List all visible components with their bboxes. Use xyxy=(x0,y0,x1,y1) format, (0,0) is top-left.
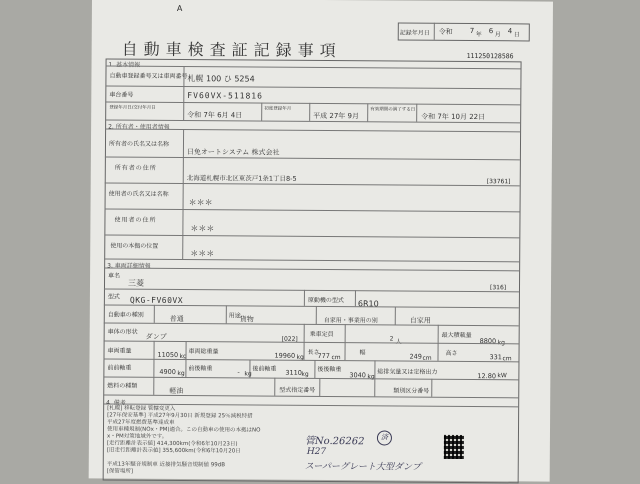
gross-weight-value: 19960 xyxy=(274,351,296,360)
remark-line: 平成13年騒音規制車 近接排気騒音規制値 99dB xyxy=(106,461,226,469)
use-label: 用途 xyxy=(228,312,241,320)
base-location-value: ＊＊＊ xyxy=(190,249,215,259)
displacement-label: 総排気量又は定格出力 xyxy=(377,368,438,376)
first-year-value: 平成 27年 9月 xyxy=(313,111,360,121)
height-label: 高さ xyxy=(445,349,458,357)
length-label: 長さ xyxy=(307,348,320,356)
owner-address-value: 北海道札幌市北区東茨戸1条1丁目8-5 xyxy=(186,174,297,183)
document-number: 111250128586 xyxy=(466,52,514,61)
owner-code: [33761] xyxy=(486,178,511,186)
remarks-list xyxy=(107,406,261,477)
owner-name-label: 所有者の氏名又は名称 xyxy=(108,140,170,148)
chassis-label: 車台番号 xyxy=(109,91,134,99)
remark-line: [札幌] 移転登録 管轄変更入 xyxy=(107,405,176,412)
body-value: ダンプ xyxy=(145,332,167,341)
max-load-label: 最大積載量 xyxy=(441,331,472,340)
gross-weight-label: 車両総重量 xyxy=(188,348,219,356)
first-reg-label: 登録年月日/交付年月日 xyxy=(109,105,156,111)
user-name-value: ＊＊＊ xyxy=(188,198,213,208)
remark-line: [27年保安基準] 平成27年9月30日 新規登録 25％減税特措 xyxy=(107,412,253,420)
purpose-value: 自家用 xyxy=(409,316,431,325)
base-location-label: 使用の本拠の位置 xyxy=(110,242,159,250)
displacement-value: 12.80 xyxy=(477,372,497,381)
first-year-label: 初度登録年月 xyxy=(264,106,292,112)
class-number-label: 類別区分番号 xyxy=(393,387,430,395)
capacity-label: 乗車定員 xyxy=(309,330,334,339)
remark-line: [旧走行距離計表示値] 355,600km(令和6年10月20日 xyxy=(106,447,241,455)
make-code: [316] xyxy=(489,284,507,292)
form-mark: A xyxy=(176,3,183,14)
expiry-label: 有効期間の満了する日 xyxy=(370,107,416,113)
expiry-value: 令和 7年 10月 22日 xyxy=(421,112,486,122)
body-code: [022] xyxy=(281,335,298,343)
front-front-axle-label: 前前軸重 xyxy=(107,364,132,372)
make-value: 三菱 xyxy=(127,278,145,288)
height-value: 331 xyxy=(489,353,502,362)
fuel-value: 軽油 xyxy=(169,386,184,396)
qr-code xyxy=(444,435,464,459)
front-rear-axle-value: - xyxy=(237,368,240,377)
purpose-label: 自家用・事業用の別 xyxy=(323,317,378,325)
engine-label: 原動機の型式 xyxy=(307,296,344,305)
fuel-label: 燃料の種類 xyxy=(107,382,138,390)
width-label: 幅 xyxy=(359,349,366,357)
owner-address-label: 所有者の住所 xyxy=(114,164,157,172)
rear-rear-axle-label: 後後軸重 xyxy=(317,365,342,374)
section-vehicle: 3. 車両詳細情報 xyxy=(107,262,151,270)
record-date-label: 記録年月日 xyxy=(399,29,430,37)
document-page: A 自動車検査証記録事項 記録年月日 令和 7 年 6 月 4 日 111250128586 1. 基本情報 自動車登録番号又は車両番号 札幌 100 ひ 5254 車台番号 FV60VX-511816 登録年月日/交付年月日 令和 7年 6月 4日 初度登録年月 平成 27年 9月 有効期間の満了する日 令和 7年 10月 22日 2. 所有者・使用者情報 所有者の氏名又は名称 日免オートシステム 株式会社 所有者の住所 北海道札幌市北区東茨戸1条1丁目8-5 [33761] 使用者の氏名又は名称 ＊＊＊ 使用者の住所 ＊＊＊ 使用の本拠の位置 ＊＊＊ 3. 車両詳細情報 車名 三菱 [316] 型式 QKG-FV60VX 原動機の型式 6R10 自動車の種別 普通 用途 貨物 自家用・事業用の別 自家用 車体の形状 ダンプ [022] 乗車定員 2 人 最大積載量 8800 kg 車両重量 11050 kg 車両総重量 19960 kg 長さ 777 cm 幅 249 cm 高さ 331 cm 前前軸重 4900 kg 前後軸重 - kg 後前軸重 3110 kg 後後軸重 3040 kg 総排気量又は定格出力 12.80 kW 燃料の種類 軽油 型式指定番号 類別区分番号 4. 備考 [札幌] 移転登録 管轄変更入 [27年保安基準] 平成27年9月30日 新規登録 25％減税特措 平成27年度燃費基準達成車 使用車種規制(NOx・PM)適合。この自動車の使用の本拠はNO x・PM対策地域外です。 [走行距離計表示値] 414,300km(令和6年10月23日) [旧走行距離計表示値] 355,600km(令和6年10月20日 平成13年騒音規制車 近接排気騒音規制値 99dB [保管場所] 管No.26262 済 H27 スーパーグレート大型ダンプ xyxy=(89,0,553,482)
engine-value: 6R10 xyxy=(357,299,379,309)
chassis-value: FV60VX-511816 xyxy=(187,91,263,101)
rear-rear-axle-value: 3040 xyxy=(349,371,366,380)
reg-number-label: 自動車登録番号又は車両番号 xyxy=(109,72,188,81)
weight-value: 11050 xyxy=(157,350,179,360)
record-date-era: 令和 xyxy=(438,27,453,36)
make-label: 車名 xyxy=(108,272,121,280)
rear-front-axle-label: 後前軸重 xyxy=(252,365,277,373)
section-basic: 1. 基本情報 xyxy=(108,61,141,69)
section-remarks: 4. 備考 xyxy=(106,399,126,407)
handwritten-year: H27 xyxy=(306,446,327,458)
body-label: 車体の形状 xyxy=(107,328,138,336)
user-name-label: 使用者の氏名又は名称 xyxy=(108,190,169,198)
user-address-value: ＊＊＊ xyxy=(190,224,215,234)
remark-line: 使用車種規制(NOx・PM)適合。この自動車の使用の本拠はNO xyxy=(106,426,261,434)
handwritten-mgmt-no: 管No.26262 xyxy=(304,435,365,448)
front-rear-axle-label: 前後軸重 xyxy=(188,365,213,373)
owner-name-value: 日免オートシステム 株式会社 xyxy=(186,148,280,157)
front-front-axle-value: 4900 xyxy=(159,367,176,376)
kind-value: 普通 xyxy=(169,314,184,324)
capacity-value: 2 xyxy=(389,335,394,343)
remark-line: [走行距離計表示値] 414,300km(令和6年10月23日) xyxy=(106,440,238,448)
rear-front-axle-value: 3110 xyxy=(285,368,302,377)
remark-line: 平成27年度燃費基準達成車 xyxy=(107,419,175,426)
remark-line: x・PM対策地域外です。 xyxy=(106,433,168,440)
width-value: 249 xyxy=(409,352,422,361)
handwritten-stamp: 済 xyxy=(377,430,392,445)
first-reg-value: 令和 7年 6月 4日 xyxy=(187,111,243,120)
handwritten-vehicle-desc: スーパーグレート大型ダンプ xyxy=(304,461,421,473)
reg-number-value: 札幌 100 ひ 5254 xyxy=(187,74,255,84)
model-value: QKG-FV60VX xyxy=(129,295,184,306)
section-owner: 2. 所有者・使用者情報 xyxy=(108,123,170,131)
page-title: 自動車検査証記録事項 xyxy=(121,39,342,61)
kind-label: 自動車の種別 xyxy=(107,311,144,319)
type-number-label: 型式指定番号 xyxy=(279,386,316,394)
max-load-value: 8800 xyxy=(479,337,497,346)
weight-label: 車両重量 xyxy=(107,347,132,355)
length-value: 777 xyxy=(317,351,330,361)
model-label: 型式 xyxy=(107,293,120,301)
remark-line: [保管場所] xyxy=(106,468,134,475)
user-address-label: 使用者の住所 xyxy=(114,216,157,224)
use-value: 貨物 xyxy=(239,315,254,324)
